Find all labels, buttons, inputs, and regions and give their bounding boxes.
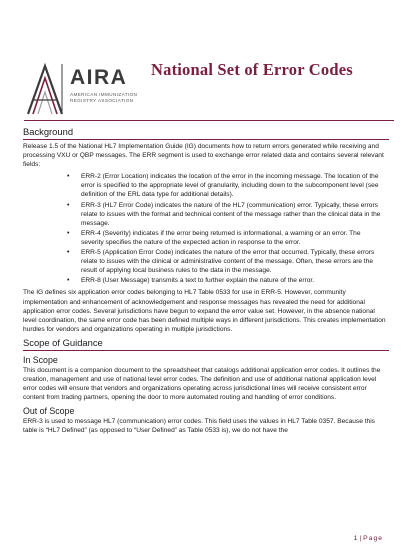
- out-of-scope-text: ERR-3 is used to message HL7 (communication) error codes. This field uses the values in HL7 Table 0357. Because this table is “HL7 Defined” (as opposed to “User Defined” as Table 0533 is), we do not have the: [23, 418, 375, 435]
- bullet-icon: •: [67, 277, 70, 285]
- logo-tagline: AMERICAN IMMUNIZATION REGISTRY ASSOCIATION: [70, 92, 138, 103]
- err-fields-list: [23, 172, 389, 285]
- section-heading-scope: Scope of Guidance: [23, 337, 389, 351]
- footer-separator: |: [359, 535, 362, 542]
- aira-logo-mark-icon: [24, 60, 66, 116]
- list-item-text: ERR-2 (Error Location) indicates the location of the error in the incoming message. The location of the error is specified to the appropriate level of granularity, including down to the subcomponent level (see definition of the ERL data type for additional details).: [81, 173, 379, 199]
- section-heading-background: Background: [23, 126, 389, 140]
- bullet-icon: •: [67, 173, 70, 181]
- bullet-icon: •: [67, 229, 70, 237]
- subheading-in-scope: In Scope: [23, 354, 58, 365]
- aira-logo: [24, 60, 144, 116]
- bullet-icon: •: [67, 249, 70, 257]
- page-number: 1: [353, 535, 358, 542]
- list-item: [23, 172, 389, 199]
- page-label: Page: [363, 535, 383, 542]
- document-body: [23, 126, 389, 438]
- header-divider: [24, 120, 394, 121]
- document-header: [18, 40, 394, 120]
- list-item: [23, 248, 389, 275]
- list-item: [23, 276, 389, 285]
- in-scope-text: This document is a companion document to the spreadsheet that catalogs additional application error codes. It outlines the creation, management and use of national level error codes. The definition and use of additional national application level error codes will ensure that vendors and organizations operating across jurisdictional lines will receive consistent error content from trading partners, opening the door to more automated routing and handling of error conditions.: [23, 366, 381, 402]
- document-title: National Set of Error Codes: [151, 60, 353, 79]
- bullet-icon: •: [67, 201, 70, 209]
- background-closing: The IG defines six application error codes belonging to HL7 Table 0533 for use in ERR-5. However, community implementation and enhancement of acknowledgement and response messages has revealed the need for additional application error codes. Several jurisdictions have begun to expand the error value set. However, in the absence national level coordination, the same error code has been defined multiple ways in different jurisdictions. This creates implementation hurdles for vendors and organizations operating in multiple jurisdictions.: [23, 289, 386, 333]
- logo-wordmark: AIRA: [70, 66, 128, 89]
- subheading-out-of-scope: Out of Scope: [23, 406, 75, 417]
- page-footer: [354, 535, 383, 542]
- list-item-text: ERR-3 (HL7 Error Code) indicates the nature of the HL7 (communication) error. Typically, these errors relate to issues with the format and technical content of the message rather than the clinical data in the message.: [81, 201, 381, 227]
- list-item-text: ERR-4 (Severity) indicates if the error being returned is informational, a warning or an error. The severity specifies the nature of the expected action in response to the error.: [81, 229, 361, 246]
- list-item-text: ERR-5 (Application Error Code) indicates the nature of the error that occurred. Typically, these errors relate to issues with the clinical or administrative content of the message. Often, these errors are the result of applying local business rules to the data in the message.: [81, 249, 375, 275]
- list-item-text: ERR-8 (User Message) transmits a text to further explain the nature of the error.: [81, 277, 315, 285]
- list-item: [23, 229, 389, 247]
- background-intro: Release 1.5 of the National HL7 Implementation Guide (IG) documents how to return errors generated while receiving and processing VXU or QBP messages. The ERR segment is used to exchange error related data and contains several relevant fields:: [23, 143, 384, 169]
- list-item: [23, 201, 389, 228]
